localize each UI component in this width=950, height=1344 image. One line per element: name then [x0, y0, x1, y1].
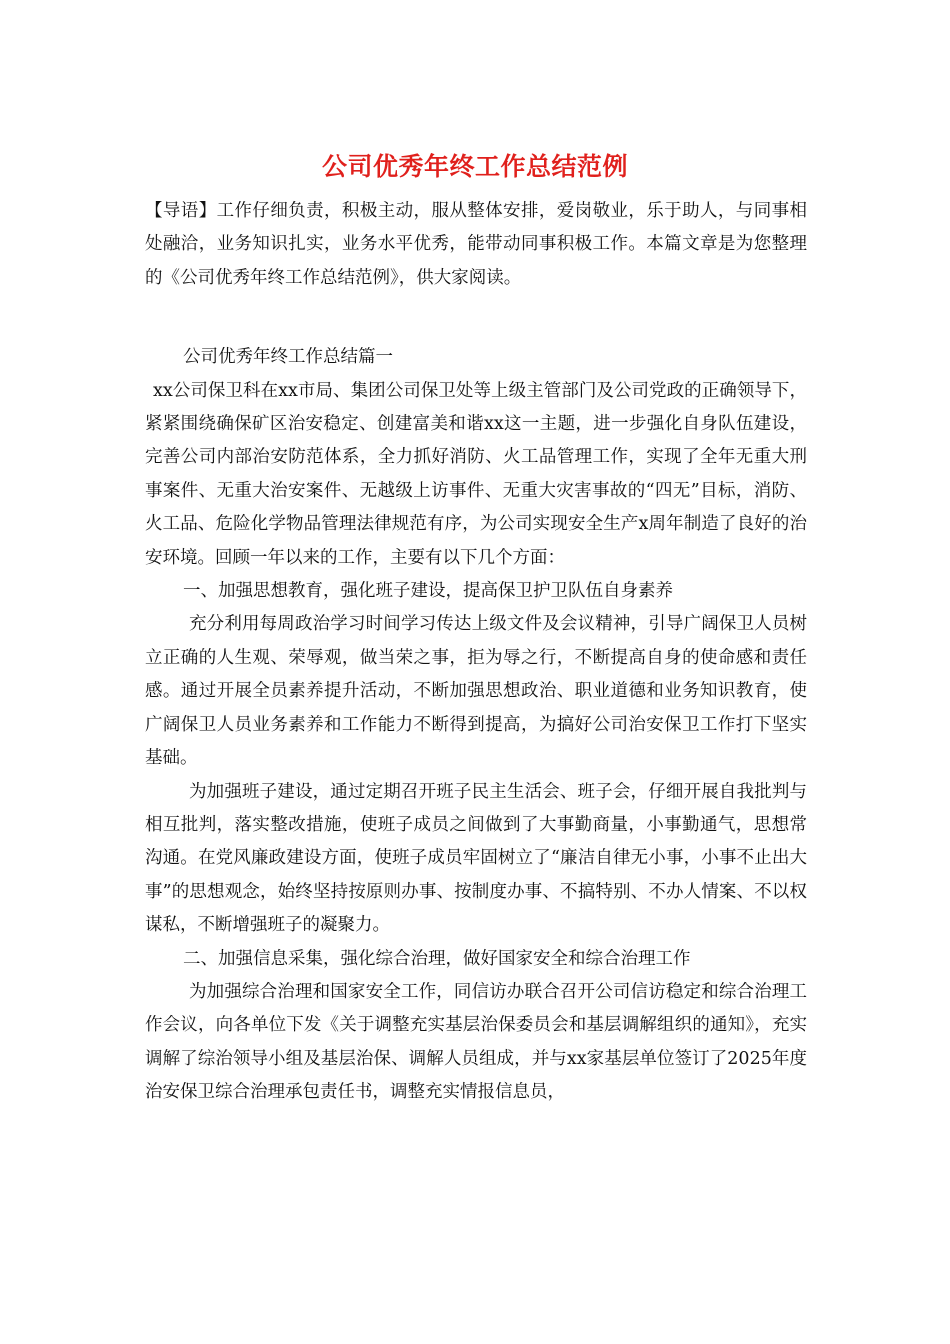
document-body	[145, 195, 807, 1110]
paragraph-spacer	[145, 295, 807, 341]
body-paragraph-1: xx公司保卫科在xx市局、集团公司保卫处等上级主管部门及公司党政的正确领导下，紧紧围绕确保矿区治安稳定、创建富美和谐xx这一主题，进一步强化自身队伍建设，完善公司内部治安防范体系，全力抓好消防、火工品管理工作，实现了全年无重大刑事案件、无重大治安案件、无越级上访事件、无重大灾害事故的“四无”目标，消防、火工品、危险化学物品管理法律规范有序，为公司实现安全生产x周年制造了良好的治安环境。回顾一年以来的工作，主要有以下几个方面：	[145, 380, 807, 568]
body-paragraph-4: 为加强综合治理和国家安全工作，同信访办联合召开公司信访稳定和综合治理工作会议，向各单位下发《关于调整充实基层治保委员会和基层调解组织的通知》，充实调解了综治领导小组及基层治保、调解人员组成，并与xx家基层单位签订了2025年度治安保卫综合治理承包责任书，调整充实情报信息员，	[145, 981, 807, 1103]
document-title: 公司优秀年终工作总结范例	[321, 152, 628, 181]
intro-paragraph: 【导语】工作仔细负责，积极主动，服从整体安排，爱岗敬业，乐于助人，与同事相处融洽，业务知识扎实，业务水平优秀，能带动同事积极工作。本篇文章是为您整理的《公司优秀年终工作总结范例》，供大家阅读。	[145, 201, 807, 288]
body-paragraph-2: 充分利用每周政治学习时间学习传达上级文件及会议精神，引导广阔保卫人员树立正确的人生观、荣辱观，做当荣之事，拒为辱之行，不断提高自身的使命感和责任感。通过开展全员素养提升活动，不断加强思想政治、职业道德和业务知识教育，使广阔保卫人员业务素养和工作能力不断得到提高，为搞好公司治安保卫工作打下坚实基础。	[145, 614, 807, 769]
section-title: 公司优秀年终工作总结篇一	[183, 347, 393, 368]
subheading-2: 二、加强信息采集，强化综合治理，做好国家安全和综合治理工作	[183, 948, 691, 969]
body-paragraph-3: 为加强班子建设，通过定期召开班子民主生活会、班子会，仔细开展自我批判与相互批判，落实整改措施，使班子成员之间做到了大事勤商量，小事勤通气，思想常沟通。在党风廉政建设方面，使班子成员牢固树立了“廉洁自律无小事，小事不止出大事”的思想观念，始终坚持按原则办事、按制度办事、不搞特别、不办人情案、不以权谋私，不断增强班子的凝聚力。	[145, 781, 807, 936]
subheading-1: 一、加强思想教育，强化班子建设，提高保卫护卫队伍自身素养	[183, 581, 673, 602]
